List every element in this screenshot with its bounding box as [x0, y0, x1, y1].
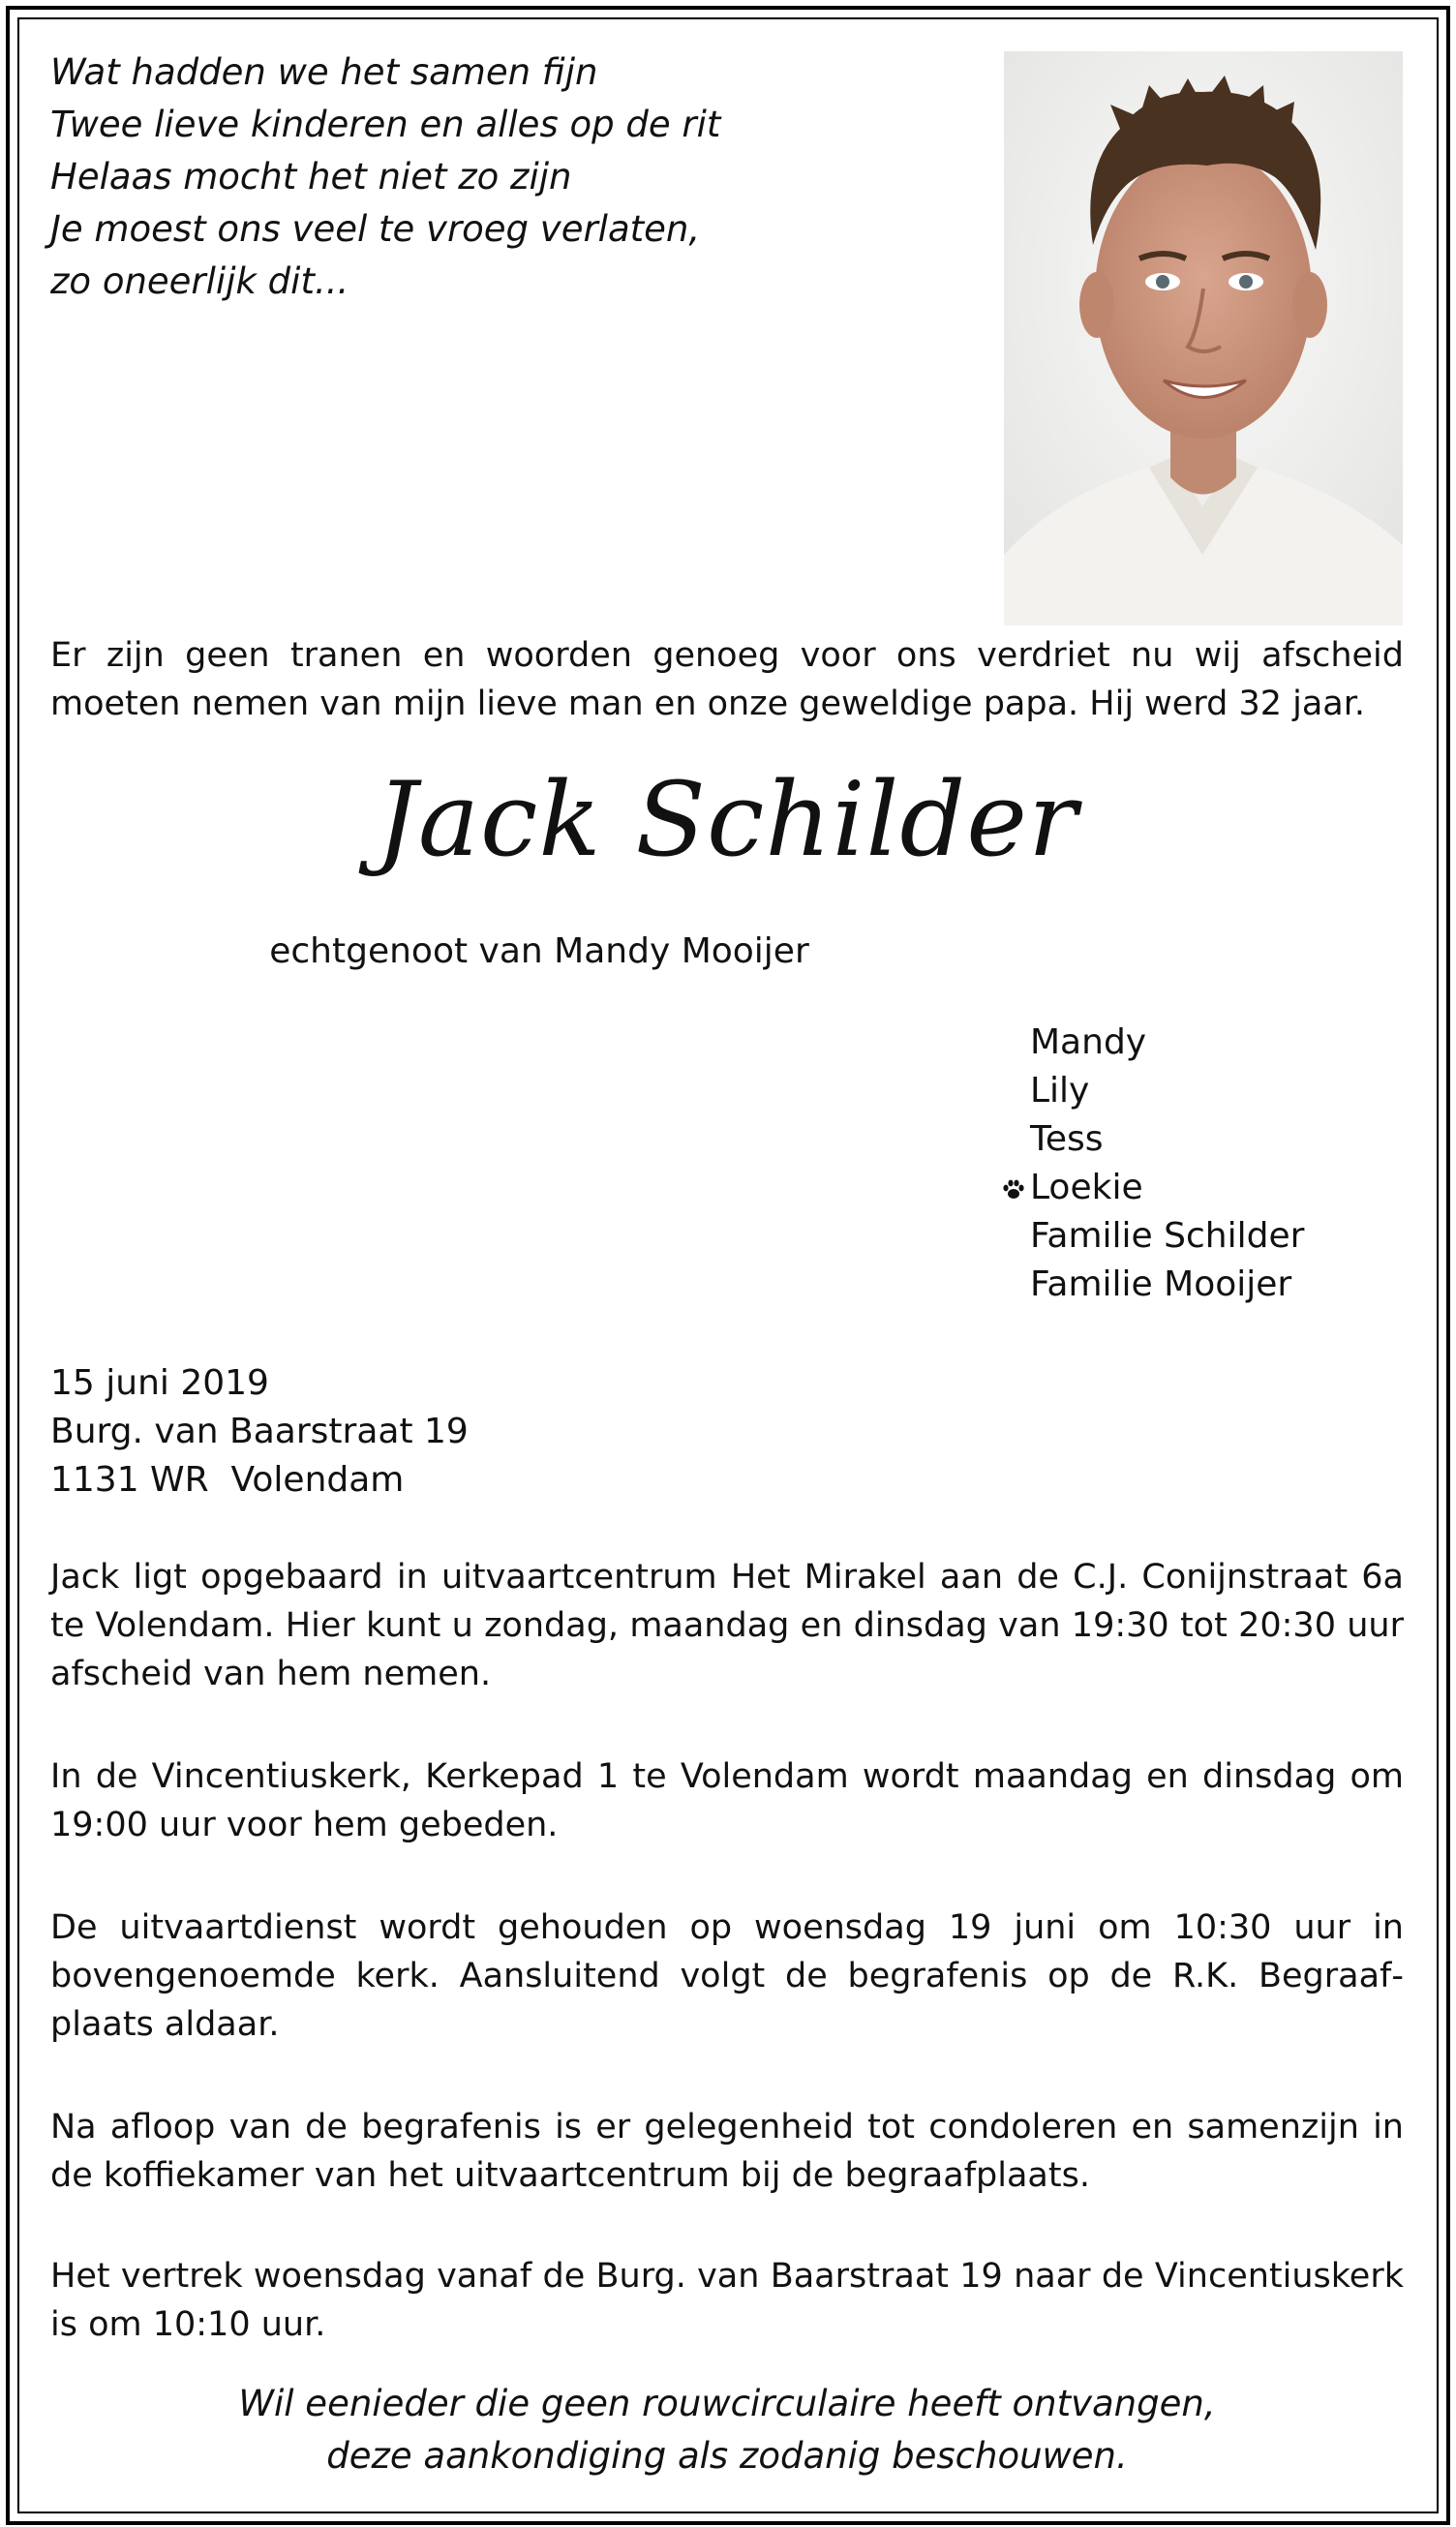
- service-paragraph: De uitvaartdienst wordt gehouden op woensdag 19 juni om 10:30 uur in bovengenoemde kerk. Aansluitend volgt de begrafenis op de R.K. Begraafplaats aldaar.: [50, 1908, 1404, 2044]
- poem-line: Twee lieve kinderen en alles op de rit: [50, 104, 721, 145]
- condolence-paragraph: Na afloop van de begrafenis is er gelegenheid tot condoleren en samenzijn in de koffiekamer van het uitvaartcentrum bij de begraafplaats.: [50, 2108, 1404, 2195]
- family-member: [1001, 1164, 1304, 1212]
- closing-line: Wil eenieder die geen rouwcirculaire heeft ontvangen,: [238, 2383, 1216, 2424]
- poem-line: Je moest ons veel te vroeg verlaten,: [50, 208, 701, 250]
- poem-line: Helaas mocht het niet zo zijn: [50, 156, 572, 198]
- paw-icon: [1001, 1177, 1026, 1203]
- family-member-name: Loekie: [1030, 1168, 1143, 1207]
- family-member: [1001, 1115, 1304, 1164]
- date: 15 juni 2019: [50, 1363, 269, 1403]
- family-member: [1001, 1067, 1304, 1115]
- viewing-paragraph: Jack ligt opgebaard in uitvaartcentrum Het Mirakel aan de C.J. Conijnstraat 6a te Volendam. Hier kunt u zondag, maandag en dinsdag van 19:30 tot 20:30 uur afscheid van hem nemen.: [50, 1558, 1404, 1693]
- intro-text: Er zijn geen tranen en woorden genoeg voor ons verdriet nu wij afscheid moeten nemen van mijn lieve man en onze geweldige papa. Hij werd 32 jaar.: [50, 636, 1404, 723]
- departure-paragraph: Het vertrek woensdag vanaf de Burg. van Baarstraat 19 naar de Vincentiuskerk is om 10:10 uur.: [50, 2257, 1404, 2344]
- poem-line: zo oneerlijk dit...: [50, 260, 349, 302]
- street: Burg. van Baarstraat 19: [50, 1412, 469, 1451]
- deceased-name: Jack Schilder: [376, 760, 1078, 879]
- family-member-name: Familie Mooijer: [1030, 1264, 1292, 1304]
- family-member-name: Lily: [1030, 1071, 1090, 1111]
- prayer-paragraph: In de Vincentiuskerk, Kerkepad 1 te Volendam wordt maandag en dinsdag om 19:00 uur voor hem gebeden.: [50, 1757, 1404, 1844]
- portrait-photo: [1004, 51, 1403, 625]
- postal-city: 1131 WR Volendam: [50, 1460, 405, 1500]
- closing-note: [50, 2378, 1404, 2482]
- poem: [50, 46, 970, 308]
- family-member: [1001, 1261, 1304, 1309]
- family-member: [1001, 1019, 1304, 1067]
- home-address: [50, 1359, 469, 1505]
- family-member-name: Mandy: [1030, 1022, 1147, 1062]
- family-member: [1001, 1212, 1304, 1261]
- poem-line: Wat hadden we het samen fijn: [50, 51, 598, 93]
- spouse-line: echtgenoot van Mandy Mooijer: [269, 931, 809, 971]
- family-list: [1001, 1019, 1304, 1309]
- family-member-name: Tess: [1030, 1119, 1104, 1159]
- family-member-name: Familie Schilder: [1030, 1216, 1305, 1256]
- closing-line: deze aankondiging als zodanig beschouwen.: [326, 2435, 1128, 2477]
